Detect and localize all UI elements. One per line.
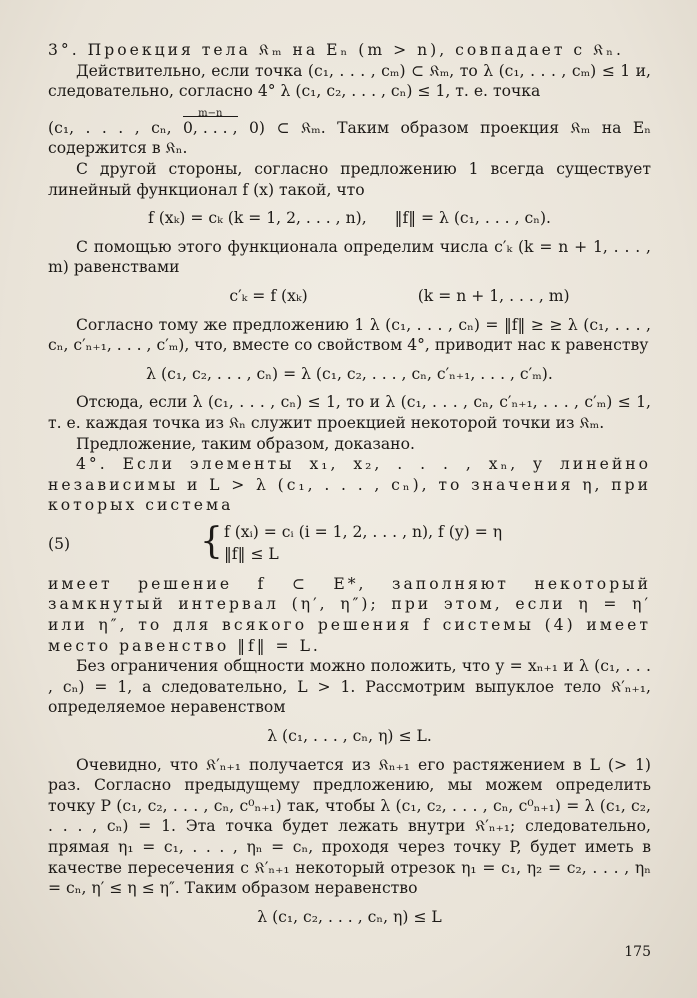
system-line: f (xᵢ) = cᵢ (i = 1, 2, . . . , n), f (y) = η (224, 522, 503, 541)
proposition-3-heading: 3°. Проекция тела 𝔎ₘ на Eₙ (m > n), совпадает с 𝔎ₙ. (48, 41, 625, 59)
display-equation (148, 286, 651, 307)
paragraph: С другой стороны, согласно предложению 1 всегда существует линейный функционал f (x) такой, что (48, 159, 651, 199)
inline-text: 0) ⊂ 𝔎ₘ. Таким образом проекция 𝔎ₘ на Eₙ содержится в 𝔎ₙ. (48, 118, 651, 158)
paragraph: Предложение, таким образом, доказано. (76, 434, 415, 453)
equation-system (48, 522, 651, 568)
overline-bar (183, 116, 238, 117)
proposition-4-statement: имеет решение f ⊂ E*, заполняют некоторый замкнутый интервал (η′, η″); при этом, если η = η′ или η″, то для всякого решения f системы (4) имеет место равенство ‖f‖ = L. (48, 574, 651, 655)
overline-formula (183, 107, 238, 139)
equation-part: ‖f‖ = λ (c₁, . . . , cₙ). (394, 209, 551, 228)
equation-number: (5) (48, 534, 71, 553)
display-equation: λ (c₁, . . . , cₙ, η) ≤ L. (267, 727, 432, 746)
display-equation: λ (c₁, c₂, . . . , cₙ, η) ≤ L (257, 907, 442, 926)
equation-part: c′ₖ = f (xₖ) (229, 286, 308, 305)
overline-content: 0, . . . , (183, 118, 238, 137)
equation-part: f (xₖ) = cₖ (k = 1, 2, . . . , n), (148, 209, 367, 228)
display-equation: λ (c₁, c₂, . . . , cₙ) = λ (c₁, c₂, . . . , cₙ, c′ₙ₊₁, . . . , c′ₘ). (146, 364, 553, 383)
paragraph: Очевидно, что 𝔎′ₙ₊₁ получается из 𝔎ₙ₊₁ его растяжением в L (> 1) раз. Согласно предыдущему предложению, мы можем определить точку P (c₁, c₂, . . . , cₙ, c⁰ₙ₊₁) так, чтобы λ (c₁, c₂, . . . , cₙ, c⁰ₙ₊₁) = λ (c₁, c₂, . . . , cₙ) = 1. Эта точка будет лежать внутри 𝔎′ₙ₊₁; следовательно, прямая η₁ = c₁, . . . , ηₙ = cₙ, проходя через точку P, будет иметь в качестве пересечения с 𝔎′ₙ₊₁ некоторый отрезок η₁ = c₁, η₂ = c₂, . . . , ηₙ = cₙ, η′ ≤ η ≤ η″. Таким образом неравенство (48, 755, 651, 898)
left-brace: { (200, 520, 223, 562)
system-line: ‖f‖ ≤ L (224, 544, 279, 563)
equation-part: (k = n + 1, . . . , m) (417, 286, 570, 305)
overline-label: m−n (198, 107, 223, 119)
display-equation (48, 208, 651, 229)
system-lines (224, 522, 502, 566)
paragraph: Действительно, если точка (c₁, . . . , cₘ) ⊂ 𝔎ₘ, то λ (c₁, . . . , cₘ) ≤ 1 и, следовательно, согласно 4° λ (c₁, c₂, . . . , cₙ) ≤ 1, т. е. точка (48, 61, 651, 101)
proposition-4-heading: 4°. Если элементы x₁, x₂, . . . , xₙ, y линейно независимы и L > λ (c₁, . . . , cₙ), то значения η, при которых система (48, 455, 651, 515)
paragraph (48, 107, 651, 159)
inline-formula: (c₁, . . . , cₙ, (48, 118, 172, 137)
page-number: 175 (624, 944, 651, 960)
paragraph: Согласно тому же предложению 1 λ (c₁, . . . , cₙ) = ‖f‖ ≥ ≥ λ (c₁, . . . , cₙ, c′ₙ₊₁, . . . , c′ₘ), что, вместе со свойством 4°, приводит нас к равенству (48, 315, 651, 355)
paragraph: С помощью этого функционала определим числа c′ₖ (k = n + 1, . . . , m) равенствами (48, 237, 651, 277)
paragraph: Отсюда, если λ (c₁, . . . , cₙ) ≤ 1, то и λ (c₁, . . . , cₙ, c′ₙ₊₁, . . . , c′ₘ) ≤ 1, т. е. каждая точка из 𝔎ₙ служит проекцией некоторой точки из 𝔎ₘ. (48, 393, 651, 432)
paragraph: Без ограничения общности можно положить, что y = xₙ₊₁ и λ (c₁, . . . , cₙ) = 1, а следовательно, L > 1. Рассмотрим выпуклое тело 𝔎′ₙ₊₁, определяемое неравенством (48, 657, 651, 717)
page-body (48, 40, 651, 927)
